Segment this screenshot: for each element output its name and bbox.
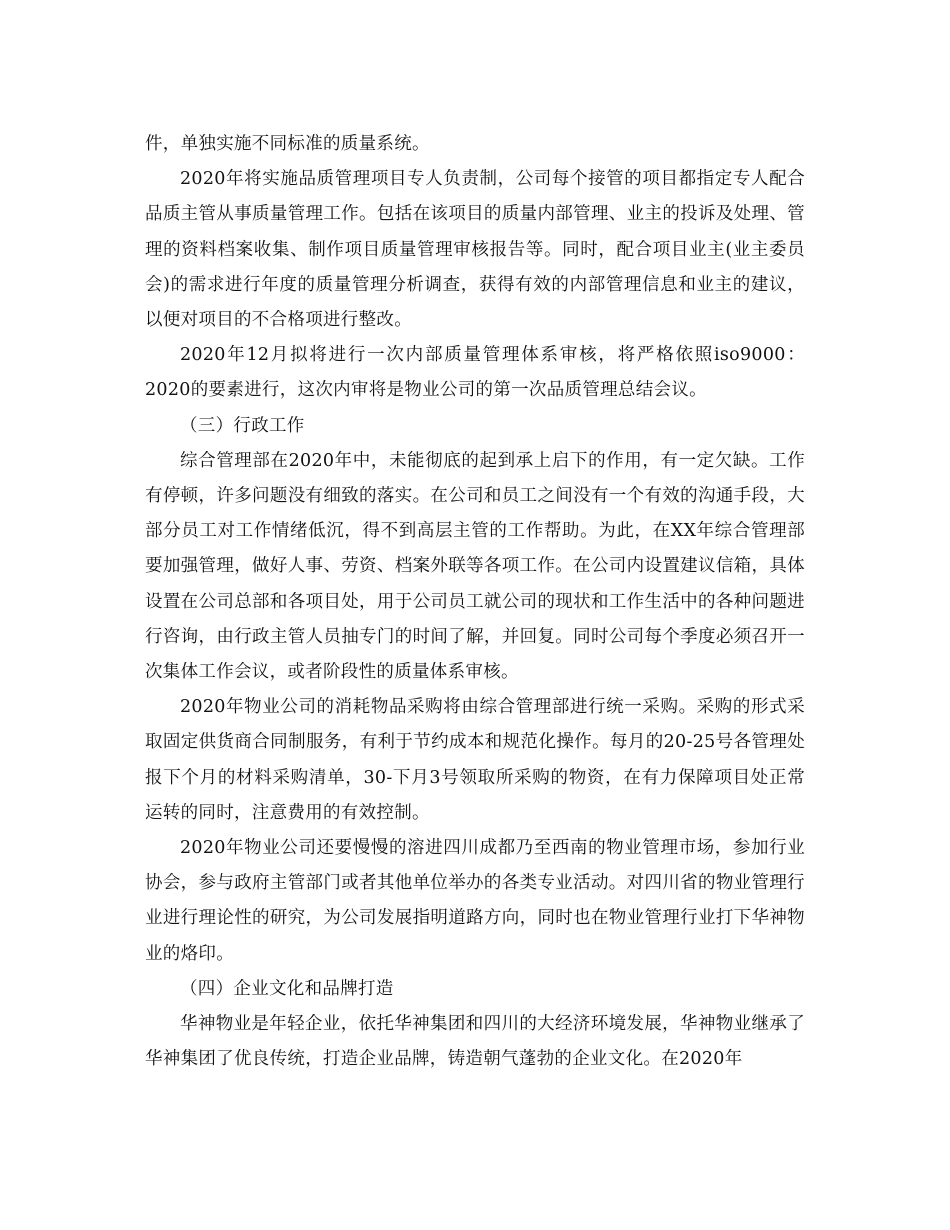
paragraph-continuation: 件，单独实施不同标准的质量系统。 [145,134,430,154]
paragraph-brand-building: 华神物业是年轻企业，依托华神集团和四川的大经济环境发展，华神物业继承了华神集团了优良传统，打造企业品牌，铸造朝气蓬勃的企业文化。在2020年 [145,1014,805,1070]
paragraph-admin-management: 综合管理部在2020年中，未能彻底的起到承上启下的作用，有一定欠缺。工作有停顿，许多问题没有细致的落实。在公司和员工之间没有一个有效的沟通手段，大部分员工对工作情绪低沉，得不到高层主管的工作帮助。为此，在XX年综合管理部要加强管理，做好人事、劳资、档案外联等各项工作。在公司内设置建议信箱，具体设置在公司总部和各项目处，用于公司员工就公司的现状和工作生活中的各种问题进行咨询，由行政主管人员抽专门的时间了解，并回复。同时公司每个季度必须召开一次集体工作会议，或者阶段性的质量体系审核。 [145,450,805,683]
section-heading-administration: （三）行政工作 [180,415,305,436]
paragraph-procurement: 2020年物业公司的消耗物品采购将由综合管理部进行统一采购。采购的形式采取固定供货商合同制服务，有利于节约成本和规范化操作。每月的20-25号各管理处报下个月的材料采购清单，30-下月3号领取所采购的物资，在有力保障项目处正常运转的同时，注意费用的有效控制。 [145,697,805,823]
document-body [145,127,805,1077]
paragraph-internal-audit: 2020年12月拟将进行一次内部质量管理体系审核，将严格依照iso9000：2020的要素进行，这次内审将是物业公司的第一次品质管理总结会议。 [145,345,805,401]
paragraph-quality-responsibility: 2020年将实施品质管理项目专人负责制，公司每个接管的项目都指定专人配合品质主管从事质量管理工作。包括在该项目的质量内部管理、业主的投诉及处理、管理的资料档案收集、制作项目质量管理审核报告等。同时，配合项目业主(业主委员会)的需求进行年度的质量管理分析调查，获得有效的内部管理信息和业主的建议，以便对项目的不合格项进行整改。 [145,169,805,331]
section-heading-corporate-culture: （四）企业文化和品牌打造 [180,978,394,999]
paragraph-market-expansion: 2020年物业公司还要慢慢的溶进四川成都乃至西南的物业管理市场，参加行业协会，参与政府主管部门或者其他单位举办的各类专业活动。对四川省的物业管理行业进行理论性的研究，为公司发展指明道路方向，同时也在物业管理行业打下华神物业的烙印。 [145,838,805,964]
